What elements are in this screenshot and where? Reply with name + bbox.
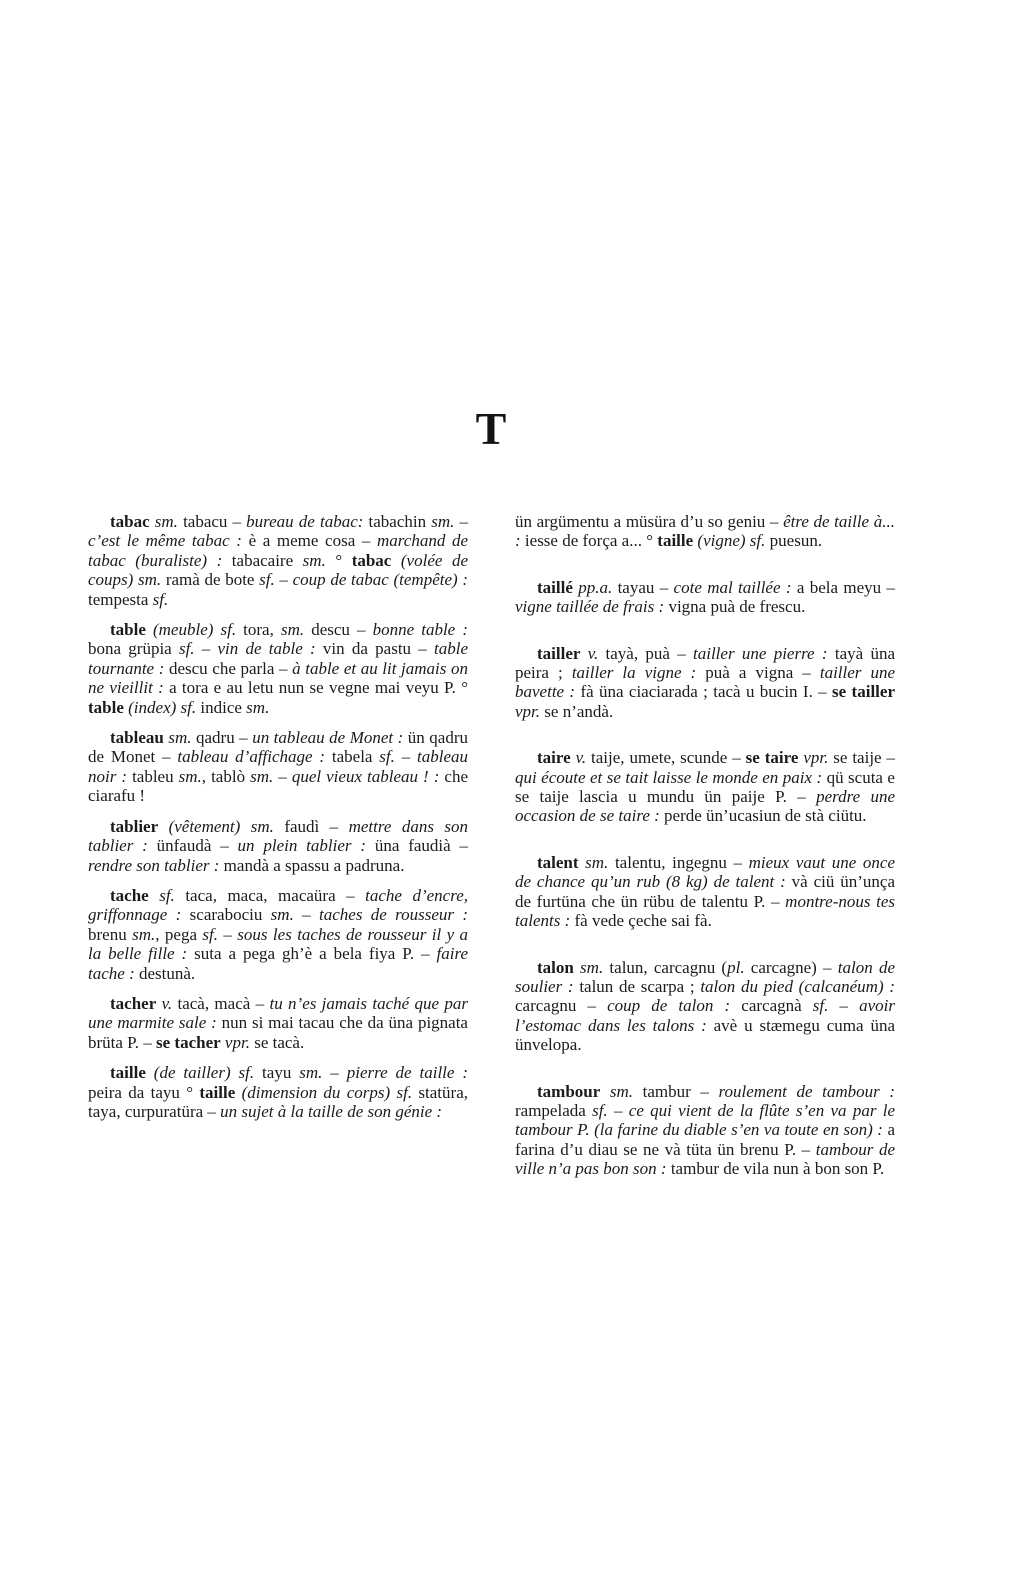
- headword: taille: [657, 531, 694, 551]
- headword: se tailler: [832, 682, 895, 702]
- translation-run: tambur –: [642, 1081, 719, 1101]
- french-italic-run: montre-nous tes talents :: [515, 891, 895, 931]
- translation-run: faudì –: [284, 816, 349, 836]
- french-italic-run: mettre dans son tablier :: [88, 816, 468, 856]
- french-italic-run: pierre de taille :: [346, 1063, 469, 1083]
- french-italic-run: vigne taillée de frais :: [515, 597, 669, 617]
- translation-run: –: [394, 747, 418, 767]
- entry-talent: [515, 853, 895, 931]
- french-italic-run: vin de table :: [217, 639, 323, 659]
- headword: talent: [537, 852, 579, 872]
- headword: taillé: [537, 577, 573, 597]
- translation-run: puesun.: [769, 531, 823, 551]
- translation-run: taije, umete, scunde –: [591, 748, 746, 768]
- translation-run: –: [322, 1063, 347, 1083]
- headword: tailler: [537, 643, 581, 663]
- column-left: [88, 512, 468, 1206]
- translation-run: tora,: [243, 620, 281, 640]
- french-italic-run: tu n’es jamais taché que par une marmite sale :: [88, 993, 469, 1033]
- entry-tableau: [88, 728, 468, 806]
- translation-run: peira da tayu °: [88, 1082, 200, 1102]
- translation-run: descu che parla –: [168, 658, 293, 678]
- text-columns: [88, 512, 895, 1206]
- french-italic-run: sm.: [578, 852, 615, 872]
- translation-run: statüra, taya, curpuratüra –: [88, 1082, 468, 1121]
- headword: se tacher: [156, 1032, 221, 1052]
- headword: taille: [199, 1082, 236, 1102]
- translation-run: vigna puà de frescu.: [668, 597, 806, 617]
- french-italic-run: talon de soulier :: [515, 957, 895, 996]
- translation-run: –: [828, 996, 860, 1016]
- translation-run: tabacu –: [183, 512, 247, 531]
- french-italic-run: sf.: [379, 747, 395, 767]
- translation-run: puà a vigna –: [705, 663, 820, 683]
- french-italic-run: sm.: [280, 620, 305, 640]
- french-italic-run: bonne table :: [372, 620, 468, 640]
- translation-run: brenu: [88, 924, 133, 944]
- french-italic-run: vpr.: [798, 748, 834, 768]
- entry-table: [88, 620, 468, 717]
- headword: talon: [537, 957, 574, 977]
- french-italic-run: sf.: [592, 1100, 608, 1120]
- french-italic-run: sm.: [299, 1063, 323, 1083]
- french-italic-run: sm.: [250, 766, 274, 786]
- translation-run: ün argümentu a müsüra d’u so geniu –: [515, 512, 784, 531]
- translation-run: iesse de força a... °: [524, 531, 658, 551]
- french-italic-run: sf.: [148, 885, 186, 905]
- translation-run: –: [218, 924, 238, 944]
- headword: tambour: [537, 1081, 601, 1101]
- translation-run: qadru –: [195, 728, 253, 748]
- translation-run: indice: [200, 697, 247, 717]
- french-italic-run: marchand de tabac (buraliste) :: [88, 531, 468, 570]
- french-italic-run: sm.: [431, 512, 455, 531]
- translation-run: , pega: [155, 924, 203, 944]
- translation-run: –: [454, 512, 468, 531]
- french-italic-run: pp.a.: [572, 577, 618, 597]
- entry-taille-pp: [515, 578, 895, 617]
- french-italic-run: (volée de coups) sm.: [88, 550, 468, 590]
- french-italic-run: sm.: [149, 512, 184, 531]
- translation-run: , tablò: [201, 766, 251, 786]
- translation-run: talun, carcagnu (: [609, 957, 728, 977]
- french-italic-run: ce qui vient de la flûte s’en va par le tambour P. (la farine du diable s’en va toute en son) :: [515, 1100, 896, 1140]
- translation-run: se n’andà.: [544, 701, 614, 721]
- translation-run: tabela: [331, 747, 380, 767]
- french-italic-run: être de taille à... :: [515, 512, 895, 551]
- section-letter-heading: T: [475, 403, 508, 454]
- french-italic-run: v.: [570, 748, 592, 768]
- french-italic-run: qui écoute et se tait laisse le monde en paix :: [515, 767, 827, 787]
- translation-run: perde ün’ucasiun de stà ciütu.: [664, 806, 867, 826]
- translation-run: taca, maca, macaüra –: [185, 885, 366, 905]
- french-italic-run: vpr.: [220, 1032, 255, 1052]
- french-italic-run: pl.: [727, 957, 745, 977]
- french-italic-run: sm.: [178, 766, 202, 786]
- entry-tailler: [515, 644, 895, 722]
- entry-tacher: [88, 994, 468, 1052]
- translation-run: ünfaudà –: [156, 836, 238, 856]
- french-italic-run: tache d’encre, griffonnage :: [88, 885, 468, 925]
- french-italic-run: tambour de ville n’a pas bon son :: [515, 1139, 895, 1179]
- headword: tableau: [110, 728, 164, 748]
- translation-run: tayau –: [617, 577, 674, 597]
- french-italic-run: sf.: [259, 570, 275, 590]
- translation-run: suta a pega gh’è a bela fiya P. –: [194, 944, 437, 964]
- french-italic-run: (vêtement) sm.: [158, 816, 285, 836]
- french-italic-run: sm.: [600, 1081, 643, 1101]
- french-italic-run: mieux vaut une once de chance qu’un rub (8 kg) de talent :: [515, 852, 896, 892]
- french-italic-run: table tournante :: [88, 639, 469, 678]
- translation-run: bona grüpia: [88, 639, 179, 659]
- translation-run: tacà, macà –: [177, 993, 270, 1013]
- french-italic-run: tailler une bavette :: [515, 663, 896, 702]
- french-italic-run: sm.: [246, 697, 270, 717]
- french-italic-run: (vigne) sf.: [693, 531, 770, 551]
- translation-run: avè u stæmegu cuma üna ünvelopa.: [515, 1015, 895, 1055]
- french-italic-run: sf.: [152, 589, 169, 609]
- french-italic-run: faire tache :: [88, 944, 469, 983]
- headword: taille: [110, 1063, 146, 1083]
- french-italic-run: sm.: [132, 924, 156, 944]
- entry-tabac: [88, 512, 468, 609]
- french-italic-run: (meuble) sf.: [145, 620, 244, 640]
- translation-run: a tora e au letu nun se vegne mai veyu P. °: [169, 678, 468, 698]
- french-italic-run: sm.: [573, 957, 610, 977]
- translation-run: tayà üna peira ;: [515, 643, 895, 683]
- translation-run: che ciarafu !: [88, 766, 469, 806]
- french-italic-run: tailler une pierre :: [693, 643, 835, 663]
- translation-run: a bela meyu –: [796, 577, 895, 597]
- french-italic-run: sm.: [270, 905, 294, 925]
- translation-run: rampelada: [515, 1100, 593, 1120]
- french-italic-run: talon du pied (calcanéum) :: [700, 976, 895, 996]
- french-italic-run: v.: [580, 643, 606, 663]
- headword: table: [88, 697, 124, 717]
- french-italic-run: tailler la vigne :: [571, 663, 706, 683]
- translation-run: vin da pastu –: [322, 639, 435, 659]
- translation-run: se taije –: [833, 748, 895, 768]
- translation-run: –: [194, 639, 218, 659]
- french-italic-run: taches de rousseur :: [319, 905, 469, 925]
- entry-tablier: [88, 817, 468, 875]
- french-italic-run: cote mal taillée :: [673, 577, 797, 597]
- translation-run: tableu: [132, 766, 179, 786]
- translation-run: –: [274, 570, 293, 590]
- translation-run: và ciü ün’unça de furtüna che ün rübu de talentu P. –: [515, 872, 895, 911]
- headword: tabac: [351, 550, 392, 570]
- headword: se taire: [745, 748, 799, 768]
- french-italic-run: un sujet à la taille de son génie :: [220, 1101, 443, 1121]
- french-italic-run: (index) sf.: [123, 697, 201, 717]
- translation-run: se tacà.: [254, 1032, 305, 1052]
- french-italic-run: vpr.: [515, 701, 545, 721]
- french-italic-run: bureau de tabac:: [246, 512, 369, 531]
- french-italic-run: sf.: [812, 996, 829, 1016]
- translation-run: carcagnu –: [515, 996, 608, 1016]
- french-italic-run: sous les taches de rousseur il y a la belle fille :: [88, 924, 469, 964]
- entry-tache: [88, 886, 468, 983]
- french-italic-run: sf.: [202, 924, 218, 944]
- french-italic-run: sm.: [302, 550, 326, 570]
- entry-talon: [515, 958, 895, 1055]
- french-italic-run: (dimension du corps) sf.: [235, 1082, 419, 1102]
- translation-run: ün qadru de Monet –: [88, 728, 468, 767]
- translation-run: ramà de bote: [165, 570, 260, 590]
- translation-run: fà üna ciaciarada ; tacà u bucin I. –: [580, 682, 833, 702]
- translation-run: carcagnà: [741, 996, 813, 1016]
- entry-taille-continued: [515, 512, 895, 551]
- french-italic-run: un plein tablier :: [237, 836, 375, 856]
- french-italic-run: coup de talon :: [607, 996, 742, 1016]
- translation-run: destunà.: [138, 963, 196, 983]
- translation-run: scarabociu: [189, 905, 271, 925]
- french-italic-run: coup de tabac (tempête) :: [292, 570, 469, 590]
- french-italic-run: à table et au lit jamais on ne vieillit :: [88, 658, 468, 698]
- headword: table: [110, 620, 146, 640]
- french-italic-run: rendre son tablier :: [88, 855, 224, 875]
- headword: tacher: [110, 993, 157, 1013]
- french-italic-run: tableau noir :: [88, 747, 469, 786]
- translation-run: carcagne) –: [744, 957, 838, 977]
- translation-run: descu –: [304, 620, 373, 640]
- translation-run: –: [607, 1100, 629, 1120]
- translation-run: è a meme cosa –: [248, 531, 378, 551]
- french-italic-run: perdre une occasion de se taire :: [515, 787, 896, 826]
- translation-run: tayà, puà –: [605, 643, 694, 663]
- headword: tabac: [110, 512, 150, 531]
- entry-taire: [515, 748, 895, 826]
- french-italic-run: avoir l’estomac dans les talons :: [515, 996, 896, 1035]
- french-italic-run: sf.: [178, 639, 195, 659]
- translation-run: qü scuta e se taije lascia u mundu ün paije P. –: [515, 767, 895, 807]
- translation-run: mandà a spassu a padruna.: [223, 855, 405, 875]
- translation-run: a farina d’u diau se ne và tüta ün brenu P. –: [515, 1120, 895, 1159]
- translation-run: tabachin: [368, 512, 432, 531]
- french-italic-run: v.: [156, 993, 178, 1013]
- column-right: [515, 512, 895, 1206]
- translation-run: tayu: [262, 1063, 300, 1083]
- translation-run: °: [325, 550, 352, 570]
- translation-run: –: [273, 766, 292, 786]
- french-italic-run: c’est le même tabac :: [88, 531, 249, 551]
- translation-run: tabacaire: [231, 550, 303, 570]
- translation-run: tambur de vila nun à bon son P.: [670, 1159, 885, 1179]
- translation-run: fà vede çeche sai fà.: [574, 911, 712, 931]
- translation-run: –: [293, 905, 319, 925]
- translation-run: talun de scarpa ;: [579, 976, 701, 996]
- headword: taire: [537, 748, 571, 768]
- french-italic-run: sm.: [163, 728, 196, 748]
- french-italic-run: tableau d’affichage :: [177, 747, 332, 767]
- translation-run: talentu, ingegnu –: [614, 852, 749, 872]
- french-italic-run: quel vieux tableau ! :: [291, 766, 445, 786]
- headword: tablier: [110, 816, 159, 836]
- entry-taille: [88, 1063, 468, 1121]
- headword: tache: [110, 885, 149, 905]
- translation-run: tempesta: [88, 589, 153, 609]
- french-italic-run: (de tailler) sf.: [145, 1063, 263, 1083]
- french-italic-run: un tableau de Monet :: [252, 728, 408, 748]
- translation-run: üna faudià –: [374, 836, 468, 856]
- entry-tambour: [515, 1082, 895, 1179]
- french-italic-run: roulement de tambour :: [718, 1081, 896, 1101]
- translation-run: nun si mai tacau che da üna pignata brüta P. –: [88, 1013, 468, 1052]
